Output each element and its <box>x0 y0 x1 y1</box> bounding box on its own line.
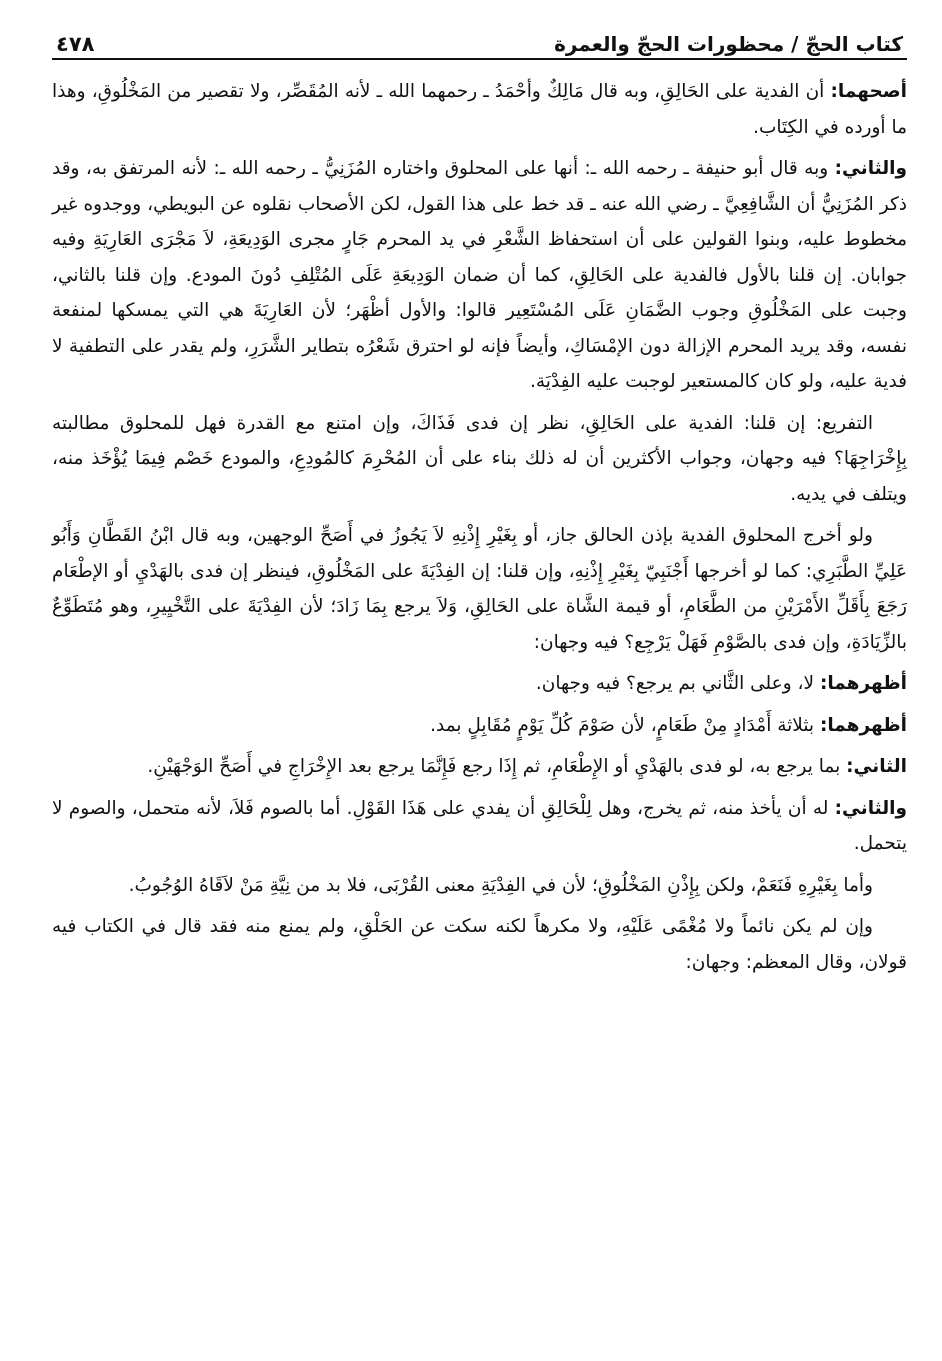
paragraph <box>52 406 907 513</box>
paragraph-lead: أظهرهما: <box>819 673 907 694</box>
paragraph-text: بما يرجع به، لو فدى بالهَدْيِ أو الإِطْعَامِ، ثم إِذَا رجع فَإِنَّمَا يرجع بعد الإِخْرَاجِ في أَصَحِّ الوَجْهَيْنِ. <box>147 756 847 777</box>
page-number: ٤٧٨ <box>56 32 95 56</box>
paragraph <box>52 708 907 744</box>
paragraph-lead: والثاني: <box>834 158 907 179</box>
paragraph <box>52 749 907 785</box>
paragraph <box>52 909 907 980</box>
paragraph-text: التفريع: إن قلنا: الفدية على الحَالِقِ، نظر إن فدى فَذَاكَ، وإن امتنع مع القدرة فهل للمحلوق مطالبته بِإِخْرَاجِهَا؟ فيه وجهان، وجواب الأكثرين أن له ذلك بناء على أن المُحْرِمَ كالمُودِعِ، والمودع خَصْم فِيمَا يُؤْخَذ منه، ويتلف في يديه. <box>52 412 907 505</box>
paragraph-text: لا، وعلى الثَّاني بم يرجع؟ فيه وجهان. <box>535 673 820 694</box>
paragraph-text: أن الفدية على الحَالِقِ، وبه قال مَالِكٌ وأحْمَدُ ـ رحمهما الله ـ لأنه المُقَصِّر، ولا تقصير من المَخْلُوقِ، وهذا ما أورده في الكِتَاب. <box>52 81 907 138</box>
paragraph <box>52 791 907 862</box>
book-page <box>52 24 907 1334</box>
paragraph-lead: أصحهما: <box>830 81 907 102</box>
page-body <box>52 74 907 980</box>
paragraph-lead: أظهرهما: <box>819 714 907 736</box>
paragraph-text: بثلاثة أَمْدَادٍ مِنْ طَعَامٍ، لأن صَوْمَ كُلِّ يَوْمٍ مُقَابِلٍ بمد. <box>430 714 820 736</box>
paragraph <box>52 868 907 904</box>
paragraph-text: وبه قال أبو حنيفة ـ رحمه الله ـ: أنها على المحلوق واختاره المُزَنِيُّ ـ رحمه الله ـ: لأنه المرتفق به، وقد ذكر المُزَنِيُّ أن الشَّافِعِيَّ ـ رضي الله عنه ـ قد خط على هذا القول، لكن الأصحاب نقلوه عن البويطي، ووجدوه غير مخطوط عليه، وبنوا القولين على أن استحفاظ الشَّعْرِ في يد المحرم جَارٍ مجرى الوَدِيعَةِ، لاَ مَجْرَى العَارِيَةِ وفيه جوابان. إن قلنا بالأول فالفدية على الحَالِقِ، كما أن ضمان الوَدِيعَةِ عَلَى المُتْلِفِ دُونَ المودع. وإن قلنا بالثاني، وجبت على المَخْلُوقِ وجوب الضَّمَانِ عَلَى المُسْتَعِير قالوا: والأول أظْهَر؛ لأن العَارِيَةَ هي التي يمسكها لمنفعة نفسه، وقد يريد المحرم الإزالة دون الإمْسَاكِ، وأيضاً فإنه لو احترق شَعْرُه بتطاير الشَّرَرِ، ولم يقدر على التطفية لا فدية عليه، ولو كان كالمستعير لوجبت عليه الفِدْيَة. <box>52 158 907 392</box>
paragraph-lead: والثاني: <box>834 797 907 819</box>
paragraph-text: ولو أخرج المحلوق الفدية بإذن الحالق جاز، أو بِغَيْرِ إِذْنِهِ لاَ يَجُوزُ في أَصَحِّ الوجهين، وبه قال ابْنُ القَطَّانِ وَأَبُو عَلِيِّ الطَّبَرِي: كما لو أخرجها أَجْنَبِيّ بِغَيْرِ إِذْنِهِ، وإن قلنا: إن الفِدْيَةَ على المَخْلُوقِ، فينظر إن فدى بالهَدْيِ أو الإطْعَام رَجَعَ بِأَقَلِّ الأَمْرَيْنِ من الطَّعَامِ، أو قيمة الشَّاة على الحَالِقِ، وَلاَ يرجع بِمَا زَادَ؛ لأن الفِدْيَةَ على التَّخْيِيرِ، وهو مُتَطَوِّعٌ بالزِّيَادَةِ، وإن فدى بالصَّوْمِ فَهَلْ يَرْجِع؟ فيه وجهان: <box>52 525 907 653</box>
page-header <box>52 24 907 60</box>
paragraph <box>52 151 907 400</box>
paragraph <box>52 74 907 145</box>
paragraph-text: وأما بِغَيْرِهِ فَنَعَمْ، ولكن بِإِذْنِ المَخْلُوقِ؛ لأن في الفِدْيَةِ معنى القُرْبَى، فلا بد من نِيَّةِ مَنْ لاَقَاهُ الوُجُوبُ. <box>128 874 873 896</box>
paragraph-text: له أن يأخذ منه، ثم يخرج، وهل لِلْحَالِقِ أن يفدي على هَذَا القَوْلِ. أما بالصوم فَلاَ، لأنه متحمل، والصوم لا يتحمل. <box>52 797 907 854</box>
running-title: كتاب الحجّ / محظورات الحجّ والعمرة <box>554 32 903 56</box>
paragraph-lead: الثاني: <box>846 756 907 777</box>
paragraph <box>52 666 907 702</box>
paragraph <box>52 518 907 660</box>
paragraph-text: وإن لم يكن نائماً ولا مُغْمًى عَلَيْهِ، ولا مكرهاً لكنه سكت عن الحَلْقِ، ولم يمنع منه فقد قال في الكتاب فيه قولان، وقال المعظم: وجهان: <box>52 916 907 973</box>
